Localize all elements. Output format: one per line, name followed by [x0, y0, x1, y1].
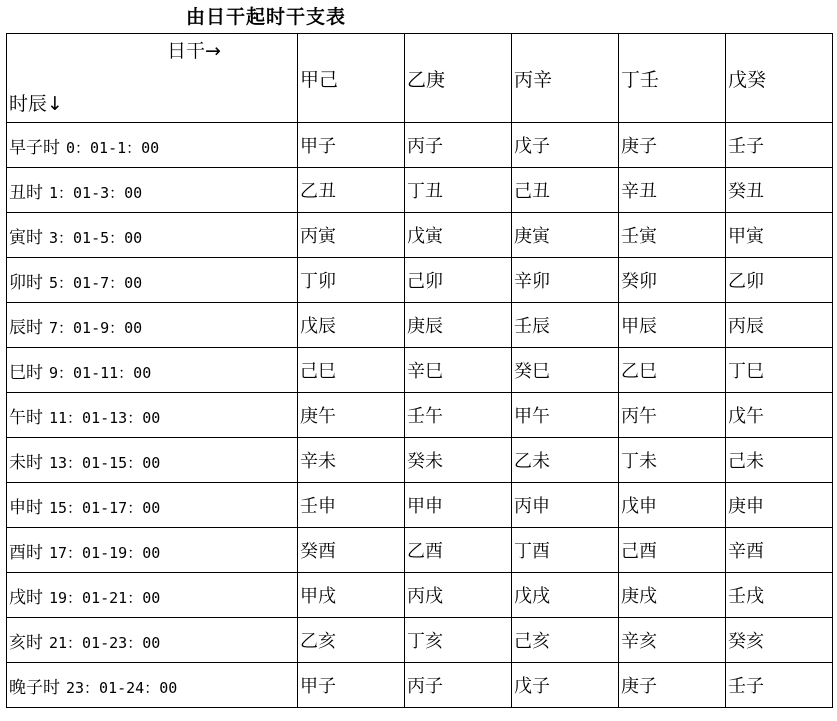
ganzhi-cell: 庚子: [619, 123, 726, 168]
hour-name: 卯时: [9, 272, 43, 293]
hour-range: 13：01-15：00: [49, 453, 161, 472]
ganzhi-cell: 辛丑: [619, 168, 726, 213]
ganzhi-cell: 癸巳: [512, 348, 619, 393]
table-row: [7, 123, 833, 168]
ganzhi-cell: 己酉: [619, 528, 726, 573]
hour-cell: [7, 573, 298, 618]
ganzhi-cell: 戊子: [512, 663, 619, 708]
hour-name: 巳时: [9, 362, 43, 383]
hour-name: 早子时: [9, 137, 60, 158]
day-stem-axis-label: 日干→: [167, 40, 221, 62]
ganzhi-cell: 癸丑: [726, 168, 833, 213]
table-body: [7, 34, 833, 708]
hour-range: 23：01-24：00: [66, 678, 178, 697]
hour-range: 7：01-9：00: [49, 318, 143, 337]
hour-stem-table: [6, 33, 833, 708]
hour-cell: [7, 618, 298, 663]
ganzhi-cell: 丁未: [619, 438, 726, 483]
ganzhi-cell: 乙亥: [298, 618, 405, 663]
ganzhi-cell: 庚午: [298, 393, 405, 438]
ganzhi-cell: 戊申: [619, 483, 726, 528]
ganzhi-cell: 甲辰: [619, 303, 726, 348]
ganzhi-cell: 甲寅: [726, 213, 833, 258]
ganzhi-cell: 庚寅: [512, 213, 619, 258]
ganzhi-cell: 癸亥: [726, 618, 833, 663]
ganzhi-cell: 壬寅: [619, 213, 726, 258]
hour-range: 19：01-21：00: [49, 588, 161, 607]
ganzhi-cell: 甲子: [298, 123, 405, 168]
ganzhi-cell: 辛未: [298, 438, 405, 483]
hour-name: 酉时: [9, 542, 43, 563]
hour-cell: [7, 258, 298, 303]
hour-axis-label: 时辰↓: [9, 93, 63, 115]
hour-range: 1：01-3：00: [49, 183, 143, 202]
hour-range: 17：01-19：00: [49, 543, 161, 562]
hour-cell: [7, 213, 298, 258]
hour-cell: [7, 393, 298, 438]
ganzhi-cell: 己卯: [405, 258, 512, 303]
hour-cell: [7, 663, 298, 708]
hour-range: 0：01-1：00: [66, 138, 160, 157]
ganzhi-cell: 乙巳: [619, 348, 726, 393]
table-title: 由日干起时干支表: [186, 6, 347, 28]
column-header: 丁壬: [619, 34, 726, 123]
ganzhi-cell: 丁巳: [726, 348, 833, 393]
ganzhi-cell: 戊子: [512, 123, 619, 168]
hour-name: 午时: [9, 407, 43, 428]
hour-name: 未时: [9, 452, 43, 473]
ganzhi-cell: 壬申: [298, 483, 405, 528]
table-row: [7, 483, 833, 528]
ganzhi-cell: 丙辰: [726, 303, 833, 348]
ganzhi-cell: 乙丑: [298, 168, 405, 213]
hour-name: 寅时: [9, 227, 43, 248]
table-row: [7, 348, 833, 393]
ganzhi-cell: 丙寅: [298, 213, 405, 258]
ganzhi-cell: 己亥: [512, 618, 619, 663]
ganzhi-cell: 壬子: [726, 663, 833, 708]
table-row: [7, 663, 833, 708]
ganzhi-cell: 甲午: [512, 393, 619, 438]
hour-name: 辰时: [9, 317, 43, 338]
ganzhi-cell: 壬子: [726, 123, 833, 168]
hour-name: 戌时: [9, 587, 43, 608]
ganzhi-cell: 己丑: [512, 168, 619, 213]
ganzhi-cell: 庚子: [619, 663, 726, 708]
table-row: [7, 168, 833, 213]
ganzhi-cell: 戊午: [726, 393, 833, 438]
hour-cell: [7, 123, 298, 168]
ganzhi-cell: 戊戌: [512, 573, 619, 618]
table-row: [7, 528, 833, 573]
ganzhi-cell: 辛巳: [405, 348, 512, 393]
hour-cell: [7, 483, 298, 528]
hour-range: 15：01-17：00: [49, 498, 161, 517]
hour-range: 11：01-13：00: [49, 408, 161, 427]
ganzhi-cell: 癸卯: [619, 258, 726, 303]
ganzhi-cell: 壬辰: [512, 303, 619, 348]
table-row: [7, 393, 833, 438]
table-row: [7, 618, 833, 663]
ganzhi-cell: 乙酉: [405, 528, 512, 573]
ganzhi-cell: 丁卯: [298, 258, 405, 303]
column-header: 戊癸: [726, 34, 833, 123]
ganzhi-cell: 壬戌: [726, 573, 833, 618]
ganzhi-cell: 乙未: [512, 438, 619, 483]
ganzhi-cell: 庚申: [726, 483, 833, 528]
ganzhi-cell: 辛酉: [726, 528, 833, 573]
ganzhi-cell: 甲子: [298, 663, 405, 708]
hour-name: 晚子时: [9, 677, 60, 698]
table-row: [7, 258, 833, 303]
ganzhi-cell: 戊辰: [298, 303, 405, 348]
ganzhi-cell: 辛亥: [619, 618, 726, 663]
ganzhi-cell: 庚辰: [405, 303, 512, 348]
hour-range: 21：01-23：00: [49, 633, 161, 652]
column-header: 乙庚: [405, 34, 512, 123]
ganzhi-cell: 甲戌: [298, 573, 405, 618]
ganzhi-cell: 甲申: [405, 483, 512, 528]
table-row: [7, 573, 833, 618]
ganzhi-cell: 癸未: [405, 438, 512, 483]
hour-name: 丑时: [9, 182, 43, 203]
ganzhi-cell: 丁丑: [405, 168, 512, 213]
ganzhi-cell: 乙卯: [726, 258, 833, 303]
hour-range: 9：01-11：00: [49, 363, 152, 382]
hour-name: 亥时: [9, 632, 43, 653]
table-row: [7, 303, 833, 348]
ganzhi-cell: 丁酉: [512, 528, 619, 573]
ganzhi-cell: 丙申: [512, 483, 619, 528]
table-row: [7, 438, 833, 483]
hour-cell: [7, 528, 298, 573]
ganzhi-cell: 辛卯: [512, 258, 619, 303]
hour-cell: [7, 438, 298, 483]
table-row: [7, 213, 833, 258]
corner-header-cell: [7, 34, 298, 123]
ganzhi-cell: 丙子: [405, 663, 512, 708]
header-row: [7, 34, 833, 123]
hour-range: 5：01-7：00: [49, 273, 143, 292]
ganzhi-cell: 丙子: [405, 123, 512, 168]
ganzhi-cell: 己巳: [298, 348, 405, 393]
ganzhi-cell: 丁亥: [405, 618, 512, 663]
ganzhi-cell: 庚戌: [619, 573, 726, 618]
ganzhi-cell: 丙戌: [405, 573, 512, 618]
column-header: 丙辛: [512, 34, 619, 123]
hour-cell: [7, 168, 298, 213]
hour-cell: [7, 348, 298, 393]
ganzhi-cell: 癸酉: [298, 528, 405, 573]
ganzhi-cell: 丙午: [619, 393, 726, 438]
ganzhi-cell: 戊寅: [405, 213, 512, 258]
hour-cell: [7, 303, 298, 348]
ganzhi-cell: 壬午: [405, 393, 512, 438]
ganzhi-cell: 己未: [726, 438, 833, 483]
column-header: 甲己: [298, 34, 405, 123]
hour-name: 申时: [9, 497, 43, 518]
hour-range: 3：01-5：00: [49, 228, 143, 247]
